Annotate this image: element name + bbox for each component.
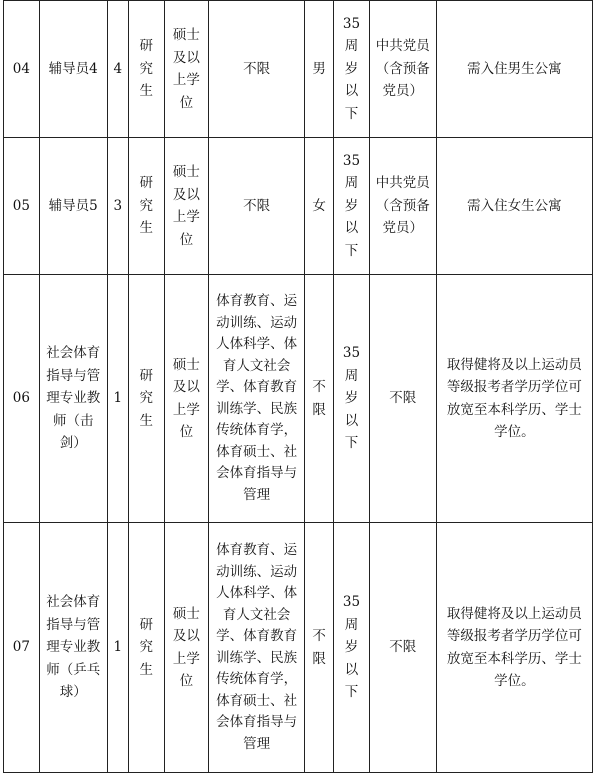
education-requirement: 研究生 [128,275,164,523]
table-row [4,523,593,773]
degree-requirement: 硕士及以上学位 [164,1,209,138]
major-requirement: 体育教育、运动训练、运动人体科学、体育人文社会学、体育教育训练学、民族传统体育学，体育硕士、社会体育指导与管理 [209,275,305,523]
political-status: 中共党员（含预备党员） [369,1,436,138]
education-requirement: 研究生 [128,1,164,138]
table-row [4,138,593,275]
recruitment-table [3,0,593,773]
hiring-count: 3 [107,138,128,275]
degree-requirement: 硕士及以上学位 [164,138,209,275]
table-row [4,1,593,138]
remarks: 需入住男生公寓 [436,1,592,138]
position-code: 07 [4,523,40,773]
remarks: 取得健将及以上运动员等级报考者学历学位可放宽至本科学历、学士学位。 [436,275,592,523]
major-requirement: 体育教育、运动训练、运动人体科学、体育人文社会学、体育教育训练学、民族传统体育学，体育硕士、社会体育指导与管理 [209,523,305,773]
gender-requirement: 不限 [305,523,334,773]
gender-requirement: 女 [305,138,334,275]
education-requirement: 研究生 [128,523,164,773]
political-status: 不限 [369,275,436,523]
education-requirement: 研究生 [128,138,164,275]
hiring-count: 1 [107,523,128,773]
major-requirement: 不限 [209,138,305,275]
gender-requirement: 不限 [305,275,334,523]
position-name: 辅导员5 [39,138,107,275]
position-code: 06 [4,275,40,523]
political-status: 中共党员（含预备党员） [369,138,436,275]
remarks: 取得健将及以上运动员等级报考者学历学位可放宽至本科学历、学士学位。 [436,523,592,773]
table-row [4,275,593,523]
position-name: 社会体育指导与管理专业教师（乒乓球） [39,523,107,773]
position-code: 05 [4,138,40,275]
political-status: 不限 [369,523,436,773]
gender-requirement: 男 [305,1,334,138]
major-requirement: 不限 [209,1,305,138]
age-requirement: 35周岁以下 [334,523,370,773]
degree-requirement: 硕士及以上学位 [164,275,209,523]
hiring-count: 1 [107,275,128,523]
age-requirement: 35周岁以下 [334,275,370,523]
position-name: 社会体育指导与管理专业教师（击剑） [39,275,107,523]
position-code: 04 [4,1,40,138]
age-requirement: 35周岁以下 [334,1,370,138]
hiring-count: 4 [107,1,128,138]
degree-requirement: 硕士及以上学位 [164,523,209,773]
remarks: 需入住女生公寓 [436,138,592,275]
position-name: 辅导员4 [39,1,107,138]
age-requirement: 35周岁以下 [334,138,370,275]
